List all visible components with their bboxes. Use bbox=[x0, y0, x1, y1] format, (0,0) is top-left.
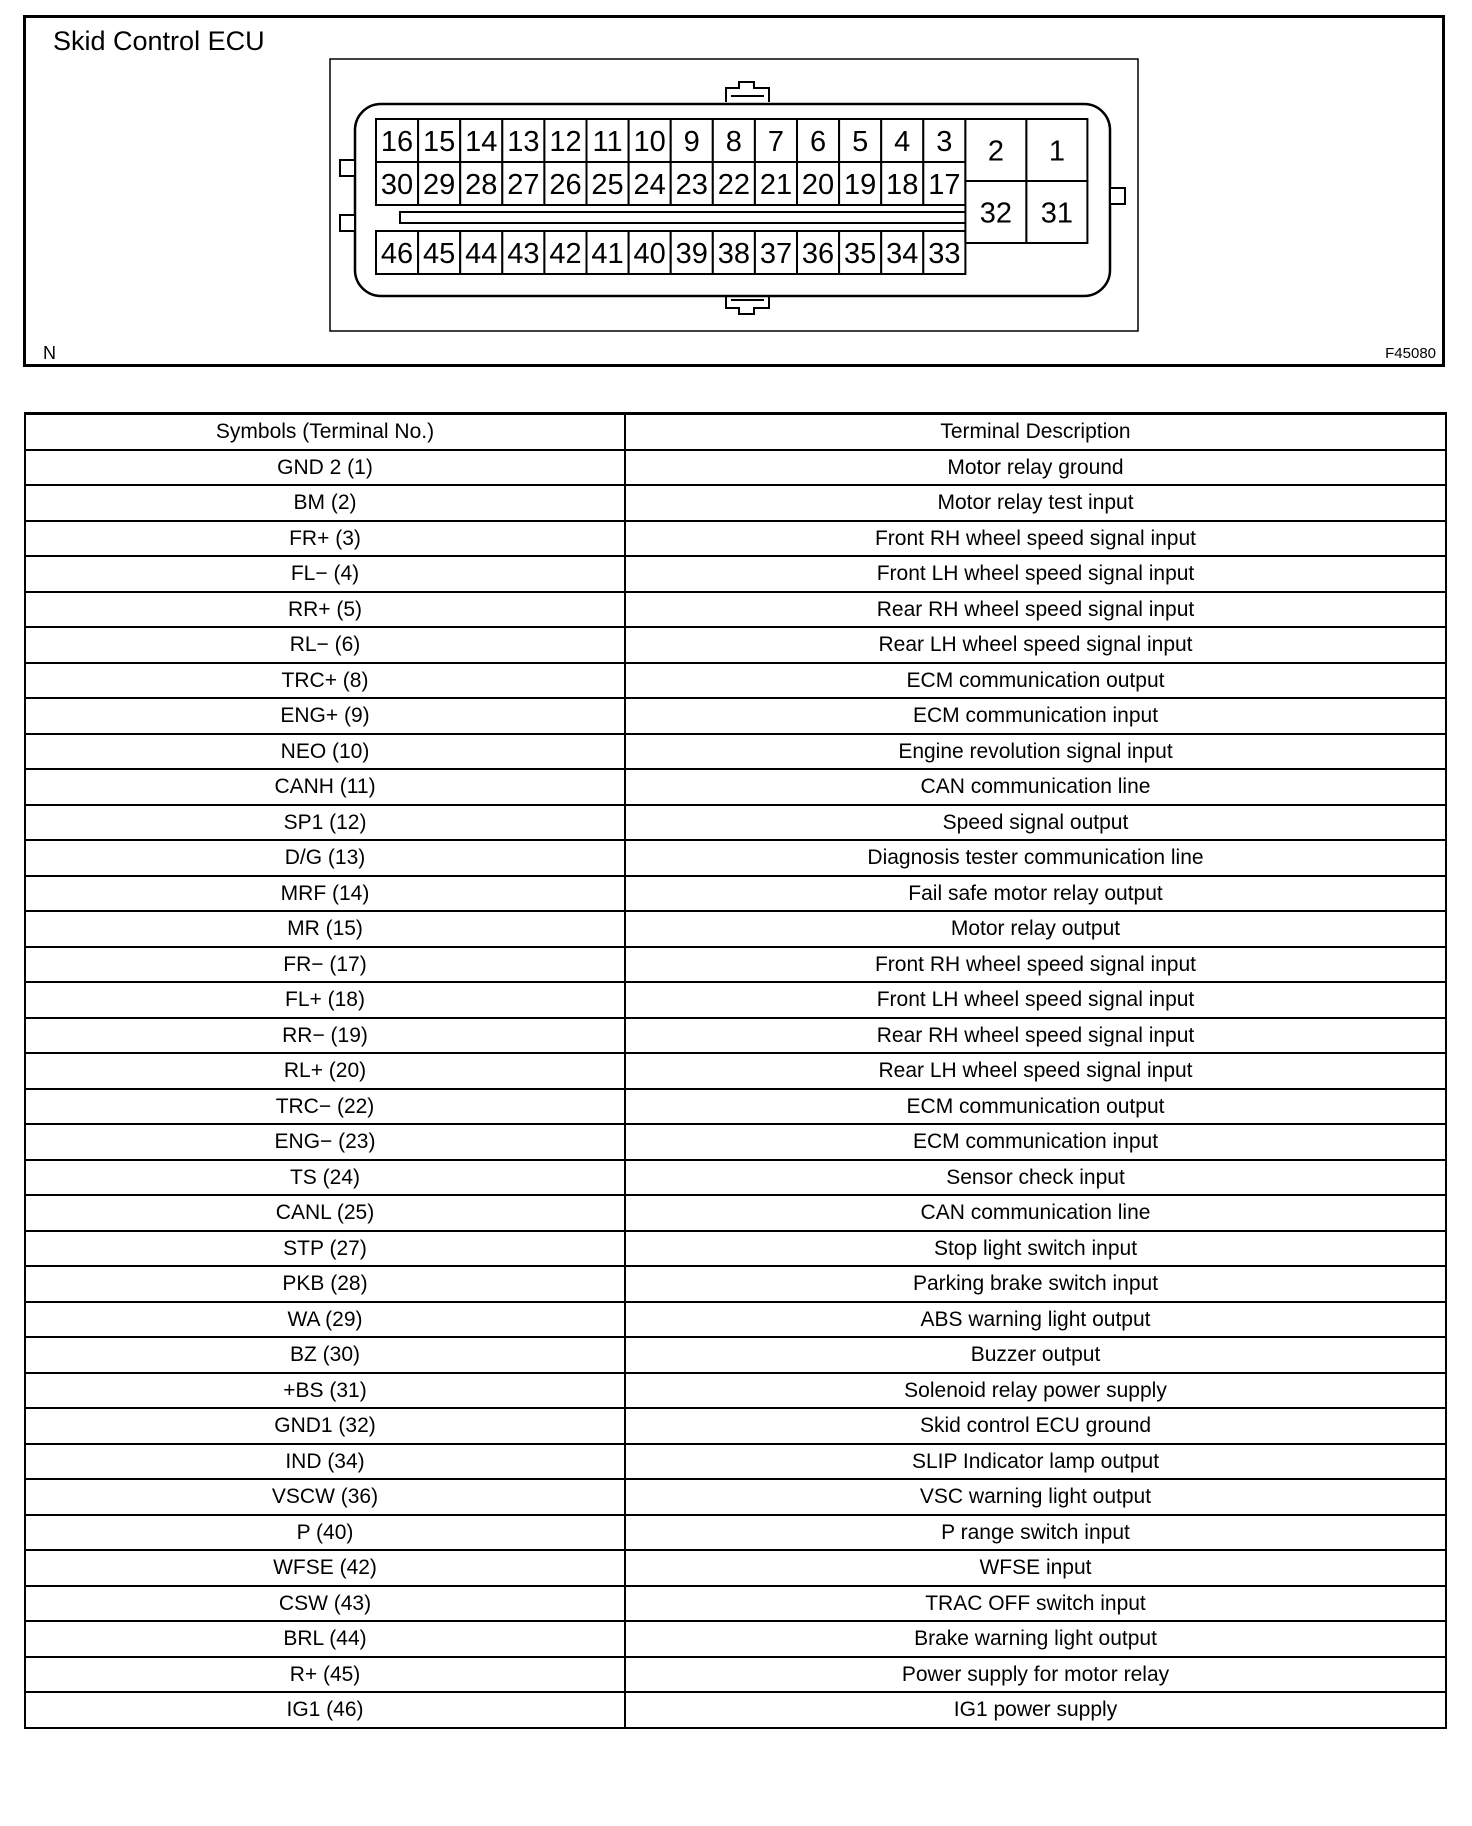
terminal-description: WFSE input bbox=[625, 1550, 1446, 1586]
terminal-description: Engine revolution signal input bbox=[625, 734, 1446, 770]
terminal-symbol: RL− (6) bbox=[25, 627, 625, 663]
pin-number: 38 bbox=[717, 237, 750, 270]
terminal-description: Front LH wheel speed signal input bbox=[625, 982, 1446, 1018]
table-row bbox=[25, 1089, 1446, 1125]
pin-number: 33 bbox=[928, 237, 961, 270]
terminal-description: Diagnosis tester communication line bbox=[625, 840, 1446, 876]
pin-number: 23 bbox=[675, 168, 708, 201]
terminal-symbol: BZ (30) bbox=[25, 1337, 625, 1373]
terminal-symbol: BM (2) bbox=[25, 485, 625, 521]
pin-number: 19 bbox=[844, 168, 877, 201]
terminal-symbol: FR− (17) bbox=[25, 947, 625, 983]
terminal-symbol: P (40) bbox=[25, 1515, 625, 1551]
terminal-description: ECM communication output bbox=[625, 1089, 1446, 1125]
pin-number: 4 bbox=[894, 125, 911, 158]
table-row bbox=[25, 485, 1446, 521]
terminal-symbol: RL+ (20) bbox=[25, 1053, 625, 1089]
terminal-symbol: R+ (45) bbox=[25, 1657, 625, 1693]
connector-left-tab-top bbox=[340, 160, 355, 176]
terminal-symbol: PKB (28) bbox=[25, 1266, 625, 1302]
terminal-description: Speed signal output bbox=[625, 805, 1446, 841]
pin-number: 44 bbox=[465, 237, 498, 270]
terminal-description: ECM communication output bbox=[625, 663, 1446, 699]
pin-number: 1 bbox=[1048, 135, 1065, 168]
terminal-symbol: STP (27) bbox=[25, 1231, 625, 1267]
pin-number: 6 bbox=[809, 125, 827, 158]
pin-number: 27 bbox=[507, 168, 540, 201]
pin-number: 24 bbox=[633, 168, 666, 201]
table-row bbox=[25, 1231, 1446, 1267]
table-row bbox=[25, 805, 1446, 841]
terminal-description: P range switch input bbox=[625, 1515, 1446, 1551]
terminal-description: Sensor check input bbox=[625, 1160, 1446, 1196]
terminal-description: VSC warning light output bbox=[625, 1479, 1446, 1515]
terminal-symbol: FL+ (18) bbox=[25, 982, 625, 1018]
pin-number: 31 bbox=[1040, 197, 1074, 230]
table-row bbox=[25, 450, 1446, 486]
table-header-row bbox=[25, 414, 1446, 450]
connector-top-latch bbox=[726, 82, 769, 102]
pin-number: 5 bbox=[852, 125, 869, 158]
table-row bbox=[25, 1018, 1446, 1054]
terminal-description: Motor relay output bbox=[625, 911, 1446, 947]
terminal-table bbox=[24, 412, 1447, 1729]
terminal-description: Rear LH wheel speed signal input bbox=[625, 627, 1446, 663]
pin-number: 28 bbox=[465, 168, 498, 201]
pin-number: 40 bbox=[633, 237, 666, 270]
table-row bbox=[25, 556, 1446, 592]
terminal-description: Skid control ECU ground bbox=[625, 1408, 1446, 1444]
table-row bbox=[25, 698, 1446, 734]
pin-number: 45 bbox=[423, 237, 456, 270]
table-row bbox=[25, 1515, 1446, 1551]
terminal-description: Front RH wheel speed signal input bbox=[625, 947, 1446, 983]
pin-number: 7 bbox=[767, 125, 785, 158]
terminal-symbol: TS (24) bbox=[25, 1160, 625, 1196]
header-symbols: Symbols (Terminal No.) bbox=[25, 414, 625, 450]
terminal-description: CAN communication line bbox=[625, 1195, 1446, 1231]
pin-number: 41 bbox=[591, 237, 624, 270]
figure-title: Skid Control ECU bbox=[53, 26, 265, 56]
table-row bbox=[25, 1053, 1446, 1089]
terminal-description: ABS warning light output bbox=[625, 1302, 1446, 1338]
terminal-symbol: FR+ (3) bbox=[25, 521, 625, 557]
pin-number: 3 bbox=[936, 125, 953, 158]
terminal-symbol: NEO (10) bbox=[25, 734, 625, 770]
table-row bbox=[25, 769, 1446, 805]
terminal-symbol: IG1 (46) bbox=[25, 1692, 625, 1728]
table-row bbox=[25, 982, 1446, 1018]
pin-number: 36 bbox=[801, 237, 835, 270]
table-row bbox=[25, 1337, 1446, 1373]
pin-number: 21 bbox=[759, 168, 793, 201]
table-row bbox=[25, 1657, 1446, 1693]
table-row bbox=[25, 1479, 1446, 1515]
pin-number: 39 bbox=[675, 237, 708, 270]
terminal-symbol: VSCW (36) bbox=[25, 1479, 625, 1515]
terminal-symbol: ENG+ (9) bbox=[25, 698, 625, 734]
pin-number: 34 bbox=[886, 237, 919, 270]
terminal-symbol: MRF (14) bbox=[25, 876, 625, 912]
terminal-description: Solenoid relay power supply bbox=[625, 1373, 1446, 1409]
connector-diagram bbox=[26, 18, 1442, 364]
pin-number: 13 bbox=[507, 125, 540, 158]
terminal-symbol: TRC+ (8) bbox=[25, 663, 625, 699]
pin-number: 17 bbox=[928, 168, 961, 201]
table-row bbox=[25, 627, 1446, 663]
connector-right-tab bbox=[1110, 188, 1125, 204]
terminal-description: Rear LH wheel speed signal input bbox=[625, 1053, 1446, 1089]
connector-left-tab-bottom bbox=[340, 215, 355, 231]
table-row bbox=[25, 876, 1446, 912]
pin-number: 11 bbox=[592, 125, 623, 158]
terminal-description: Rear RH wheel speed signal input bbox=[625, 592, 1446, 628]
pin-number: 43 bbox=[507, 237, 540, 270]
table-row bbox=[25, 1160, 1446, 1196]
header-description: Terminal Description bbox=[625, 414, 1446, 450]
table-row bbox=[25, 1302, 1446, 1338]
pin-number: 26 bbox=[549, 168, 582, 201]
table-row bbox=[25, 1408, 1446, 1444]
terminal-description: Front RH wheel speed signal input bbox=[625, 521, 1446, 557]
pin-number: 29 bbox=[423, 168, 456, 201]
table-row bbox=[25, 840, 1446, 876]
table-row bbox=[25, 1373, 1446, 1409]
pin-number: 15 bbox=[423, 125, 456, 158]
terminal-description: SLIP Indicator lamp output bbox=[625, 1444, 1446, 1480]
terminal-description: TRAC OFF switch input bbox=[625, 1586, 1446, 1622]
terminal-description: Stop light switch input bbox=[625, 1231, 1446, 1267]
terminal-symbol: GND1 (32) bbox=[25, 1408, 625, 1444]
figure-code-label: F45080 bbox=[1385, 345, 1436, 362]
pin-number: 37 bbox=[759, 237, 793, 270]
table-row bbox=[25, 1124, 1446, 1160]
table-row bbox=[25, 663, 1446, 699]
table-row bbox=[25, 521, 1446, 557]
terminal-symbol: D/G (13) bbox=[25, 840, 625, 876]
terminal-symbol: WFSE (42) bbox=[25, 1550, 625, 1586]
pin-number: 9 bbox=[683, 125, 700, 158]
table-row bbox=[25, 947, 1446, 983]
terminal-description: Motor relay ground bbox=[625, 450, 1446, 486]
terminal-description: Rear RH wheel speed signal input bbox=[625, 1018, 1446, 1054]
terminal-symbol: BRL (44) bbox=[25, 1621, 625, 1657]
terminal-symbol: WA (29) bbox=[25, 1302, 625, 1338]
table-row bbox=[25, 911, 1446, 947]
table-row bbox=[25, 1550, 1446, 1586]
terminal-symbol: IND (34) bbox=[25, 1444, 625, 1480]
terminal-symbol: +BS (31) bbox=[25, 1373, 625, 1409]
terminal-description: ECM communication input bbox=[625, 698, 1446, 734]
pin-number: 25 bbox=[591, 168, 624, 201]
terminal-symbol: RR− (19) bbox=[25, 1018, 625, 1054]
table-row bbox=[25, 1621, 1446, 1657]
terminal-description: Brake warning light output bbox=[625, 1621, 1446, 1657]
pin-number: 22 bbox=[717, 168, 750, 201]
terminal-description: IG1 power supply bbox=[625, 1692, 1446, 1728]
pin-number: 46 bbox=[380, 237, 414, 270]
connector-figure bbox=[23, 15, 1445, 367]
terminal-symbol: RR+ (5) bbox=[25, 592, 625, 628]
pin-number: 14 bbox=[465, 125, 498, 158]
terminal-description: Fail safe motor relay output bbox=[625, 876, 1446, 912]
table-row bbox=[25, 734, 1446, 770]
terminal-symbol: CANL (25) bbox=[25, 1195, 625, 1231]
figure-corner-left-label: N bbox=[43, 343, 56, 363]
terminal-symbol: TRC− (22) bbox=[25, 1089, 625, 1125]
pin-number: 2 bbox=[987, 135, 1004, 168]
pin-number: 8 bbox=[725, 125, 742, 158]
terminal-description: ECM communication input bbox=[625, 1124, 1446, 1160]
pin-number: 35 bbox=[844, 237, 877, 270]
pin-number: 30 bbox=[380, 168, 414, 201]
table-row bbox=[25, 1692, 1446, 1728]
pin-number: 12 bbox=[549, 125, 582, 158]
pin-number: 20 bbox=[801, 168, 835, 201]
terminal-description: Power supply for motor relay bbox=[625, 1657, 1446, 1693]
terminal-symbol: CSW (43) bbox=[25, 1586, 625, 1622]
table-row bbox=[25, 592, 1446, 628]
terminal-description: Front LH wheel speed signal input bbox=[625, 556, 1446, 592]
table-row bbox=[25, 1266, 1446, 1302]
pin-number: 32 bbox=[979, 197, 1013, 230]
terminal-symbol: MR (15) bbox=[25, 911, 625, 947]
terminal-description: Parking brake switch input bbox=[625, 1266, 1446, 1302]
terminal-symbol: ENG− (23) bbox=[25, 1124, 625, 1160]
terminal-symbol: SP1 (12) bbox=[25, 805, 625, 841]
table-row bbox=[25, 1444, 1446, 1480]
terminal-description: Motor relay test input bbox=[625, 485, 1446, 521]
terminal-symbol: CANH (11) bbox=[25, 769, 625, 805]
connector-locking-bar bbox=[400, 212, 972, 223]
terminal-description: Buzzer output bbox=[625, 1337, 1446, 1373]
pin-number: 16 bbox=[380, 125, 414, 158]
terminal-description: CAN communication line bbox=[625, 769, 1446, 805]
table-row bbox=[25, 1195, 1446, 1231]
pin-number: 42 bbox=[549, 237, 582, 270]
terminal-symbol: GND 2 (1) bbox=[25, 450, 625, 486]
table-row bbox=[25, 1586, 1446, 1622]
terminal-symbol: FL− (4) bbox=[25, 556, 625, 592]
pin-number: 10 bbox=[633, 125, 666, 158]
pin-number: 18 bbox=[886, 168, 919, 201]
